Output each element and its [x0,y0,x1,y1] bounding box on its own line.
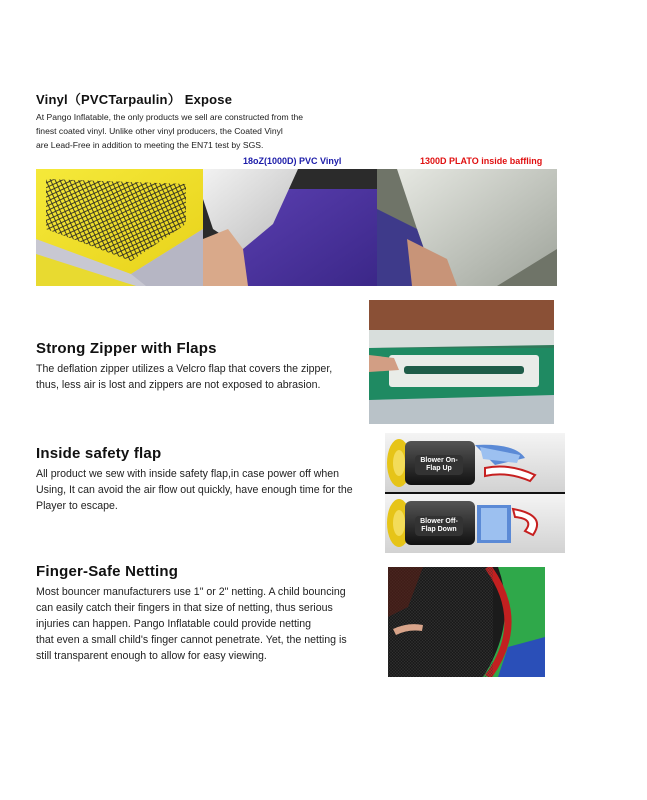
zipper-description [36,361,332,393]
netting-line: injuries can happen. Pango Inflatable could provide netting [36,618,312,630]
vinyl-description [36,110,303,152]
netting-description [36,584,347,664]
flap-down-line: Flap Down [421,526,457,533]
photo-plato-baffling [377,169,557,286]
netting-line: Most bouncer manufacturers use 1" or 2" netting. A child bouncing [36,586,346,598]
zipper-line: thus, less air is lost and zippers are not exposed to abrasion. [36,379,321,391]
safety-title: Inside safety flap [36,445,162,462]
safety-line: Using, It can avoid the air flow out quickly, have enough time for the [36,484,353,496]
caption-plato-baffling: 1300D PLATO inside baffling [420,156,543,166]
vinyl-line: are Lead-Free in addition to meeting the EN71 test by SGS. [36,140,264,150]
netting-title: Finger-Safe Netting [36,563,179,580]
safety-line: All product we sew with inside safety flap,in case power off when [36,468,340,480]
netting-line: still transparent enough to allow for easy viewing. [36,650,267,662]
caption-pvc-vinyl: 18oZ(1000D) PVC Vinyl [243,156,342,166]
photo-yellow-vinyl-netting [36,169,203,286]
vinyl-line: At Pango Inflatable, the only products we sell are constructed from the [36,112,304,122]
blower-on-label [415,455,463,475]
vinyl-line: finest coated vinyl. Unlike other vinyl producers, the Coated Vinyl [36,126,283,136]
zipper-title: Strong Zipper with Flaps [36,340,217,357]
photo-pvc-vinyl [203,169,377,286]
photo-zipper-flap [369,300,554,424]
blower-on-line: Blower On- [420,457,458,464]
blower-off-line: Blower Off- [420,518,458,525]
netting-line: that even a small child's finger cannot penetrate. Yet, the netting is [36,634,347,646]
photo-finger-safe-netting [388,567,545,677]
safety-flap-diagram [385,433,565,553]
vinyl-title: Vinyl（PVCTarpaulin） Expose [36,92,233,107]
safety-line: Player to escape. [36,500,118,512]
zipper-line: The deflation zipper utilizes a Velcro flap that covers the zipper, [36,363,333,375]
safety-description [36,466,353,514]
blower-off-label [415,516,463,536]
flap-up-line: Flap Up [426,465,452,472]
netting-line: can easily catch their fingers in that size of netting, thus serious [36,602,333,614]
